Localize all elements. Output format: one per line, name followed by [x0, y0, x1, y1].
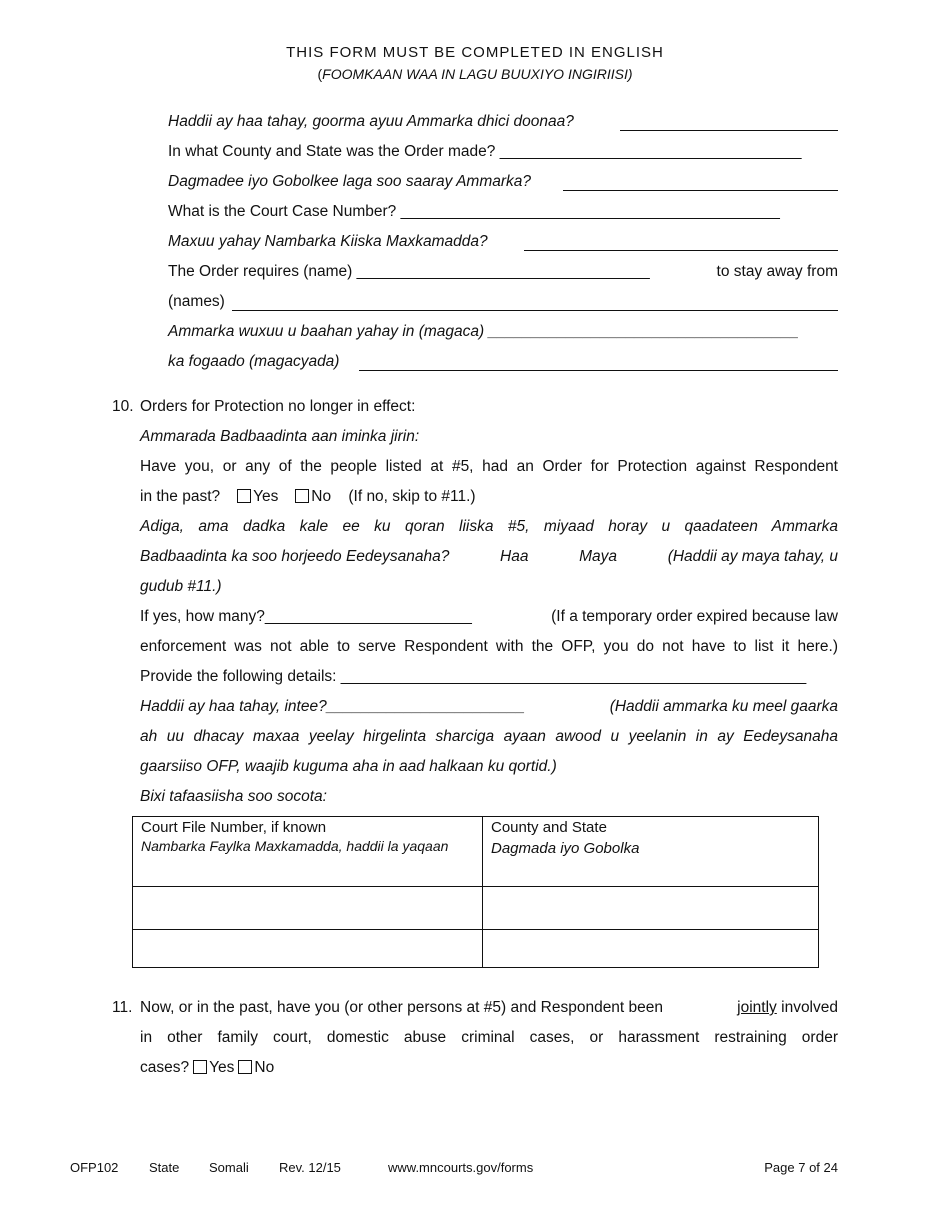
how-many-field[interactable]: ________________________: [264, 608, 472, 625]
skip-instruction: (If no, skip to #11.): [348, 488, 476, 505]
footer-language: Somali: [209, 1160, 249, 1175]
court-file-number-cell[interactable]: [133, 887, 483, 930]
yes-label: Yes: [253, 488, 279, 505]
names-label: (names): [168, 293, 225, 310]
in-the-past-label: in the past?: [140, 488, 221, 505]
order-requires-question-en: [168, 257, 650, 287]
details-label: Provide the following details:: [140, 668, 337, 685]
subtitle-text: FOOMKAAN WAA IN LAGU BUUXIYO INGIRIISI): [322, 66, 633, 82]
prior-orders-table: [132, 816, 819, 968]
joint-cases-question-a: Now, or in the past, have you (or other persons at #5) and Respondent been: [140, 999, 664, 1016]
section-11-line-2: in other family court, domestic abuse criminal cases, or harassment restraining order: [140, 1029, 838, 1046]
joint-cases-question-b: involved: [781, 999, 838, 1016]
prior-ofp-question-so-3: gudub #11.): [140, 578, 222, 595]
order-requires-name-field[interactable]: __________________________________: [356, 263, 650, 280]
haa-label: Haa: [500, 548, 529, 565]
case-number-field[interactable]: ____________________________________________: [400, 203, 780, 220]
table-header-row: [133, 817, 819, 887]
county-state-field[interactable]: ___________________________________: [499, 143, 802, 160]
order-date-field-so[interactable]: [620, 130, 838, 131]
details-field[interactable]: ______________________________________________________: [340, 668, 807, 685]
cases-label: cases?: [140, 1059, 190, 1076]
order-date-question-so: Haddii ay haa tahay, goorma ayuu Ammarka dhici doonaa?: [168, 113, 574, 130]
section-10-title-en: Orders for Protection no longer in effect:: [140, 398, 416, 415]
order-requires-label-so: Ammarka wuxuu u baahan yahay in (magaca): [168, 323, 485, 340]
col1-label-so: Nambarka Faylka Maxkamadda, haddii la yaqaan: [141, 838, 449, 854]
footer-form-id: OFP102: [70, 1160, 119, 1175]
how-many-note-so-2: ah uu dhacay maxaa yeelay hirgelinta sharciga ayaan awood u yeelanin in ay Eedeysanaha: [140, 728, 838, 745]
order-requires-name-field-so[interactable]: ____________________________________: [488, 323, 799, 340]
order-requires-question-so: [168, 317, 799, 347]
how-many-line-en: [140, 602, 472, 632]
prior-ofp-question-en-1: Have you, or any of the people listed at #5, had an Order for Protection against Respondent: [140, 458, 838, 475]
no-label: No: [254, 1059, 275, 1076]
county-state-field-so[interactable]: [563, 190, 838, 191]
section-11-number: 11.: [112, 999, 133, 1016]
county-state-question-so: Dagmadee iyo Gobolkee laga soo saaray Ammarka?: [168, 173, 532, 190]
prior-ofp-question-so-2: [140, 542, 838, 572]
col2-label-en: County and State: [491, 819, 607, 836]
section-10-number: 10.: [112, 398, 134, 415]
details-label-so: Bixi tafaasiisha soo socota:: [140, 788, 327, 805]
joint-cases-yes-checkbox[interactable]: [193, 1060, 207, 1074]
form-header-title: THIS FORM MUST BE COMPLETED IN ENGLISH: [286, 44, 664, 61]
prior-ofp-no-checkbox[interactable]: [295, 489, 309, 503]
form-header-subtitle: [0, 66, 950, 82]
case-number-question-en: [168, 197, 780, 227]
footer-revision: Rev. 12/15: [279, 1160, 341, 1175]
col2-label-so: Dagmada iyo Gobolka: [491, 840, 640, 857]
how-many-label: If yes, how many?: [140, 608, 265, 625]
county-state-cell[interactable]: [483, 930, 819, 968]
col-court-file-number-header: [133, 817, 483, 887]
case-number-field-so[interactable]: [524, 250, 838, 251]
no-label: No: [311, 488, 332, 505]
prior-ofp-question-so-1: Adiga, ama dadka kale ee ku qoran liiska #5, miyaad horay u qaadateen Ammarka: [140, 518, 838, 535]
q-so-2d: (Haddii ay maya tahay, u: [667, 548, 838, 565]
county-state-cell[interactable]: [483, 887, 819, 930]
names-field-so[interactable]: [359, 370, 838, 371]
footer-url[interactable]: www.mncourts.gov/forms: [388, 1160, 534, 1175]
names-field[interactable]: [232, 310, 838, 311]
table-row: [133, 930, 819, 968]
how-many-line-so: [140, 692, 525, 722]
jointly-underlined: jointly: [737, 999, 777, 1016]
county-state-label: In what County and State was the Order made?: [168, 143, 496, 160]
section-11-line-3: [140, 1053, 274, 1083]
subtitle-paren: (: [317, 66, 323, 82]
county-state-question-en: [168, 137, 801, 167]
case-number-question-so: Maxuu yahay Nambarka Kiiska Maxkamadda?: [168, 233, 488, 250]
footer-page-number: Page 7 of 24: [764, 1160, 838, 1175]
maya-label: Maya: [579, 548, 618, 565]
how-many-note-so-3: gaarsiiso OFP, waajib kuguma aha in aad halkaan ku qortid.): [140, 758, 557, 775]
details-line-en: [140, 662, 806, 692]
how-many-field-so[interactable]: _______________________: [326, 698, 525, 715]
footer-state: State: [149, 1160, 180, 1175]
section-10-title-so: Ammarada Badbaadinta aan iminka jirin:: [140, 428, 420, 445]
col1-label-en: Court File Number, if known: [141, 819, 327, 836]
how-many-note-2: enforcement was not able to serve Respondent with the OFP, you do not have to list it here.): [140, 638, 838, 655]
section-11-line-1: [140, 993, 838, 1023]
how-many-note-so-1: (Haddii ammarka ku meel gaarka: [609, 698, 838, 715]
table-row: [133, 887, 819, 930]
how-many-label-so: Haddii ay haa tahay, intee?: [140, 698, 327, 715]
stay-away-label: to stay away from: [716, 263, 838, 280]
col-county-state-header: [483, 817, 819, 887]
prior-ofp-question-en-2: [140, 482, 476, 512]
names-label-so: ka fogaado (magacyada): [168, 353, 340, 370]
q-so-2a: Badbaadinta ka soo horjeedo Eedeysanaha?: [140, 548, 450, 565]
yes-label: Yes: [209, 1059, 235, 1076]
prior-ofp-yes-checkbox[interactable]: [237, 489, 251, 503]
order-requires-label: The Order requires (name): [168, 263, 353, 280]
court-file-number-cell[interactable]: [133, 930, 483, 968]
case-number-label: What is the Court Case Number?: [168, 203, 397, 220]
joint-cases-no-checkbox[interactable]: [238, 1060, 252, 1074]
how-many-note-1: (If a temporary order expired because law: [551, 608, 838, 625]
